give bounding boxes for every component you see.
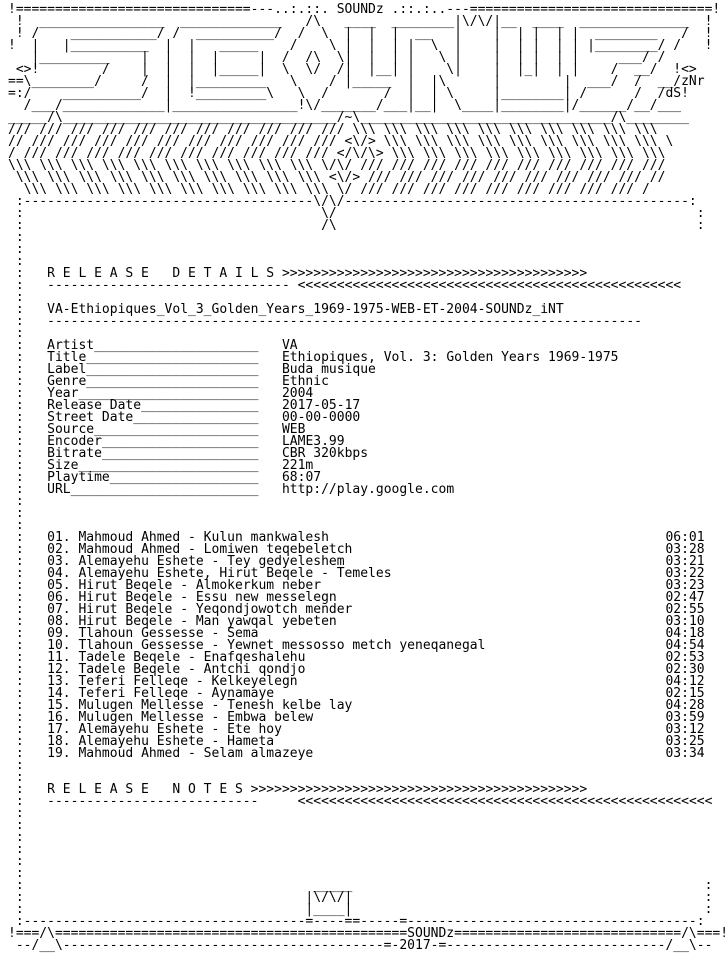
- track-number: 16.: [47, 710, 71, 725]
- info-value: CBR 320kbps: [281, 446, 369, 461]
- info-key: Encoder: [47, 434, 102, 449]
- info-leader: ____________________: [101, 434, 259, 449]
- track-number: 18.: [47, 734, 71, 749]
- track-number: 03.: [47, 554, 71, 569]
- track-time: 03:34: [665, 746, 705, 761]
- track-number: 02.: [47, 542, 71, 557]
- track-time: 04:54: [665, 638, 705, 653]
- header-logo-art-line: /// /// /// /// /// /// /// /// /// /// /// \\\ \\\ \\\ \\\ \\\ \\\ \\\ \\\ \\\ \\\: [8, 122, 658, 137]
- info-value: WEB: [281, 422, 306, 437]
- track-title: Alemayehu Eshete, Hirut Beqele - Temeles: [78, 566, 392, 581]
- info-value: 2017-05-17: [281, 398, 361, 413]
- info-value: 68:07: [281, 470, 322, 485]
- info-key: Release Date: [47, 398, 142, 413]
- heading-underline: -------------------------------: [47, 278, 290, 293]
- track-time: 03:23: [665, 578, 705, 593]
- header-logo-art-line: =:/ __________/ | !_________\ \ / / | | \ |________| / / /dS!: [8, 86, 705, 101]
- track-number: 07.: [47, 602, 71, 617]
- header-logo-art-line: \\\ \\\ \\\ \\\ \\\ \\\ \\\ \\\ \\\ \\\ <\/> /// /// /// /// /// /// /// /// /// //: [8, 170, 674, 185]
- info-key: Source: [47, 422, 95, 437]
- info-leader: ______________________: [86, 350, 259, 365]
- track-time: 02:30: [665, 662, 705, 677]
- track-title: Hirut Beqele - Essu new messelegn: [78, 590, 337, 605]
- info-leader: ________________________: [70, 482, 259, 497]
- track-title: Tlahoun Gessesse - Yewnet messosso metch yeneqanegal: [78, 638, 486, 653]
- header-logo-art-line: ! ________________ _____________ /\ ____ ________|\/\/|__ ____ ______________ !: [8, 14, 713, 29]
- track-time: 02:47: [665, 590, 705, 605]
- info-leader: _______________: [141, 398, 259, 413]
- header-logo-art-line: // /// /// /// /// /// /// /// /// /// /// <\/> \\\ \\\ \\\ \\\ \\\ \\\ \\\ \\\ \\\ \: [8, 134, 674, 149]
- track-title: Mahmoud Ahmed - Kulun mankwalesh: [78, 530, 329, 545]
- track-title: Tadele Beqele - Antchi qondjo: [78, 662, 306, 677]
- info-key: Year: [47, 386, 79, 401]
- info-key: Genre: [47, 374, 87, 389]
- header-logo-art-line: _____/\___________________________________/~\________________________________/\________: [8, 110, 689, 125]
- track-number: 09.: [47, 626, 71, 641]
- track-number: 13.: [47, 674, 71, 689]
- heading-underline: ---------------------------: [47, 794, 259, 809]
- track-number: 14.: [47, 686, 71, 701]
- track-time: 03:12: [665, 722, 705, 737]
- release-details-heading: R E L E A S E D E T A I L S: [47, 266, 275, 281]
- track-time: 03:22: [665, 566, 705, 581]
- info-leader: ___________________: [109, 470, 259, 485]
- track-time: 02:15: [665, 686, 705, 701]
- header-logo-art-line: / /// /// /// /// /// /// /// /// /// /// </\/\> \\\ \\\ \\\ \\\ \\\ \\\ \\\ \\\ \\\: [8, 146, 674, 161]
- info-leader: _______________________: [78, 386, 259, 401]
- info-key: Artist: [47, 338, 95, 353]
- info-key: Playtime: [47, 470, 110, 485]
- track-title: Mahmoud Ahmed - Selam almazeye: [78, 746, 314, 761]
- track-title: Teferi Felleqe - Kelkeyelegn: [78, 674, 298, 689]
- track-time: 03:21: [665, 554, 705, 569]
- track-time: 03:25: [665, 734, 705, 749]
- track-number: 01.: [47, 530, 71, 545]
- info-key: URL: [47, 482, 71, 497]
- track-number: 04.: [47, 566, 71, 581]
- release-name: VA-Ethiopiques_Vol_3_Golden_Years_1969-1975-WEB-ET-2004-SOUNDz_iNT: [47, 302, 564, 317]
- header-logo-art-line: ! | |__________ | | _____ / \ | | | | \ | | | | | | |________/ / !: [8, 38, 713, 53]
- track-number: 12.: [47, 662, 71, 677]
- track-title: Teferi Felleqe - Aynamaye: [78, 686, 275, 701]
- track-time: 04:28: [665, 698, 705, 713]
- release-notes-heading: R E L E A S E N O T E S: [47, 782, 243, 797]
- header-logo-art-line: ! / ___________/ / __________/ / \ | | | __ | | | | | | ________ / !: [8, 26, 713, 41]
- track-time: 02:53: [665, 650, 705, 665]
- track-number: 17.: [47, 722, 71, 737]
- track-time: 06:01: [665, 530, 705, 545]
- track-number: 06.: [47, 590, 71, 605]
- info-leader: ____________________: [101, 446, 259, 461]
- info-key: Size: [47, 458, 79, 473]
- track-number: 08.: [47, 614, 71, 629]
- track-title: Alemayehu Eshete - Hameta: [78, 734, 275, 749]
- arrow-rule: <<<<<<<<<<<<<<<<<<<<<<<<<<<<<<<<<<<<<<<<<<<<<<<<<: [297, 278, 682, 293]
- nfo-document: !==============================---..:.::. SOUNDz .::.:..---===============================! ! ________________ _____________ /\ ____ ________|\/\/|__ ____ ______________ ! ! / ___________/ / __________/ / \ | | | __ | | | | | | ________ / ! ! | |__________ | | _____ / \ | | | | \ | | | | | | |________/ / ! |_________ | | | | | / /\ \| | | | \ | | | | | | ___/ / <>! / | | | |_____| \ \/ /| |__| | \| | |_| | | / __/ !<> ==\________/ / | |_________ \ / |_____ | |\ | | ___/ / __/zNr =:/ __________/ | !_________\ \ / / | | \ |________| / / /dS! /___/_____________|________________!\/_______/___|__| \____|________|/______/__/___ _____/\___________________________________/~\________________________________/\________ /// /// /// /// /// /// /// /// /// /// /// \\\ \\\ \\\ \\\ \\\ \\\ \\\ \\\ \\\ \\\ // /// /// /// /// /// /// /// /// /// /// <\/> \\\ \\\ \\\ \\\ \\\ \\\ \\\ \\\ \\\ \ / /// /// /// /// /// /// /// /// /// /// </\/\> \\\ \\\ \\\ \\\ \\\ \\\ \\\ \\\ \\\ \\\ \\\ \\\ \\\ \\\ \\\ \\\ \\\ \\\ \\\ \/\/ /// /// /// /// /// /// /// /// /// /// \\\ \\\ \\\ \\\ \\\ \\\ \\\ \\\ \\\ \\\ <\/> /// /// /// /// /// /// /// /// /// // \\\ \\\ \\\ \\\ \\\ \\\ \\\ \\\ \\\ \\\ \/ /// /// /// /// /// /// /// /// /// / :-------------------------------------\/\/--------------------------------------------: : \/ : : /\ : : : : : R E L E A S E D E T A I L S >>>>>>>>>>>>>>>>>>>>>>>>>>>>>>>>>>>>>>> : ------------------------------- <<<<<<<<<<<<<<<<<<<<<<<<<<<<<<<<<<<<<<<<<<<<<<<<< : : VA-Ethiopiques_Vol_3_Golden_Years_1969-1975-WEB-ET-2004-SOUNDz_iNT : ---------------------------------------------------------------------------- : : Artist_____________________ VA : Title______________________ Ethiopiques, Vol. 3: Golden Years 1969-1975 : Label______________________ Buda musique : Genre______________________ Ethnic : Year_______________________ 2004 : Release Date_______________ 2017-05-17 : Street Date________________ 00-00-0000 : Source_____________________ WEB : Encoder____________________ LAME3.99 : Bitrate____________________ CBR 320kbps : Size_______________________ 221m : Playtime___________________ 68:07 : URL________________________ http://play.google.com : : : : 01. Mahmoud Ahmed - Kulun mankwalesh 06:01 : 02. Mahmoud Ahmed - Lomiwen teqebeletch 03:28 : 03. Alemayehu Eshete - Tey gedyeleshem 03:21 : 04. Alemayehu Eshete, Hirut Beqele - Temeles 03:22 : 05. Hirut Beqele - Almokerkum neber 03:23 : 06. Hirut Beqele - Essu new messelegn 02:47 : 07. Hirut Beqele - Yeqondjowotch mender 02:55 : 08. Hirut Beqele - Man yawqal yebeten 03:10 : 09. Tlahoun Gessesse - Sema 04:18 : 10. Tlahoun Gessesse - Yewnet messosso metch yeneqanegal 04:54 : 11. Tadele Beqele - Enafqeshalehu 02:53 : 12. Tadele Beqele - Antchi qondjo 02:30 : 13. Teferi Felleqe - Kelkeyelegn 04:12 : 14. Teferi Felleqe - Aynamaye 02:15 : 15. Mulugen Mellesse - Tenesh kelbe lay 04:28 : 16. Mulugen Mellesse - Embwa belew 03:59 : 17. Alemayehu Eshete - Ete hoy 03:12 : 18. Alemayehu Eshete - Hameta 03:25 : 19. Mahmoud Ahmed - Selam almazeye 03:34 : : : R E L E A S E N O T E S >>>>>>>>>>>>>>>>>>>>>>>>>>>>>>>>>>>>>>>>>>> : --------------------------- <<<<<<<<<<<<<<<<<<<<<<<<<<<<<<<<<<<<<<<<<<<<<<<<<<<<< : : : : : : : _____ : : |\/\/| : : |____| : :------------------------------------=----==-----=-------------------------------------: !===/\=============================================SOUNDz=============================/\===! --/__\-----------------------------------------=-2017-=----------------------------/__\--: [8, 2, 728, 953]
- footer-art-line: :------------------------------------=----==-----=-------------------------------------:: [8, 914, 713, 929]
- track-number: 11.: [47, 650, 71, 665]
- header-logo-art-line: : \/ :: [8, 206, 713, 221]
- header-logo-art-line: ==\________/ / | |_________ \ / |_____ | |\ | | ___/ / __/zNr: [8, 74, 705, 89]
- track-title: Mulugen Mellesse - Tenesh kelbe lay: [78, 698, 353, 713]
- footer-art-line: !===/\=============================================SOUNDz=============================/\===!: [8, 926, 728, 941]
- info-value: http://play.google.com: [281, 482, 455, 497]
- track-title: Tadele Beqele - Enafqeshalehu: [78, 650, 306, 665]
- info-leader: _______________________: [78, 458, 259, 473]
- info-key: Label: [47, 362, 87, 377]
- footer-art-line: : _____ :: [8, 878, 721, 893]
- track-number: 19.: [47, 746, 71, 761]
- track-time: 03:28: [665, 542, 705, 557]
- info-value: Ethnic: [281, 374, 329, 389]
- arrow-rule: >>>>>>>>>>>>>>>>>>>>>>>>>>>>>>>>>>>>>>>>>>>: [250, 782, 588, 797]
- track-title: Mulugen Mellesse - Embwa belew: [78, 710, 314, 725]
- arrow-rule: <<<<<<<<<<<<<<<<<<<<<<<<<<<<<<<<<<<<<<<<<<<<<<<<<<<<<: [297, 794, 713, 809]
- info-leader: ________________: [133, 410, 259, 425]
- info-key: Street Date: [47, 410, 134, 425]
- info-value: LAME3.99: [281, 434, 345, 449]
- info-value: VA: [281, 338, 298, 353]
- track-title: Hirut Beqele - Man yawqal yebeten: [78, 614, 337, 629]
- track-number: 10.: [47, 638, 71, 653]
- release-rule: ----------------------------------------------------------------------------: [47, 314, 642, 329]
- header-logo-art-line: \\\ \\\ \\\ \\\ \\\ \\\ \\\ \\\ \\\ \\\ \/\/ /// /// /// /// /// /// /// /// /// ///: [8, 158, 666, 173]
- footer-art-line: : |____| :: [8, 902, 721, 917]
- info-leader: _____________________: [94, 422, 259, 437]
- header-logo-art-line: |_________ | | | | | / /\ \| | | | \ | | | | | | ___/ /: [8, 50, 697, 65]
- header-logo-art-line: !==============================---..:.::. SOUNDz .::.:..---===============================!: [8, 2, 721, 17]
- arrow-rule: >>>>>>>>>>>>>>>>>>>>>>>>>>>>>>>>>>>>>>>: [281, 266, 588, 281]
- track-time: 03:59: [665, 710, 705, 725]
- track-title: Tlahoun Gessesse - Sema: [78, 626, 259, 641]
- footer-art-line: --/__\-----------------------------------------=-2017-=----------------------------/__\--: [8, 938, 721, 953]
- header-logo-art-line: :-------------------------------------\/\/--------------------------------------------:: [8, 194, 705, 209]
- track-time: 04:12: [665, 674, 705, 689]
- info-leader: _____________________: [94, 338, 259, 353]
- track-title: Hirut Beqele - Yeqondjowotch mender: [78, 602, 353, 617]
- header-logo-art-line: <>! / | | | |_____| \ \/ /| |__| | \| | |_| | | / __/ !<>: [8, 62, 705, 77]
- info-value: Buda musique: [281, 362, 376, 377]
- track-time: 03:10: [665, 614, 705, 629]
- info-value: 2004: [281, 386, 314, 401]
- header-logo-art-line: /___/_____________|________________!\/_______/___|__| \____|________|/______/__/___: [8, 98, 705, 113]
- info-value: 221m: [281, 458, 314, 473]
- info-leader: ______________________: [86, 374, 259, 389]
- info-key: Bitrate: [47, 446, 102, 461]
- track-number: 05.: [47, 578, 71, 593]
- track-title: Alemayehu Eshete - Tey gedyeleshem: [78, 554, 345, 569]
- info-value: Ethiopiques, Vol. 3: Golden Years 1969-1975: [281, 350, 619, 365]
- header-logo-art-line: : /\ :: [8, 218, 713, 233]
- info-value: 00-00-0000: [281, 410, 361, 425]
- track-time: 02:55: [665, 602, 705, 617]
- header-logo-art-line: \\\ \\\ \\\ \\\ \\\ \\\ \\\ \\\ \\\ \\\ \/ /// /// /// /// /// /// /// /// /// /: [8, 182, 666, 197]
- footer-art-line: : |\/\/| :: [8, 890, 721, 905]
- info-leader: ______________________: [86, 362, 259, 377]
- track-time: 04:18: [665, 626, 705, 641]
- track-title: Mahmoud Ahmed - Lomiwen teqebeletch: [78, 542, 353, 557]
- track-title: Alemayehu Eshete - Ete hoy: [78, 722, 282, 737]
- track-title: Hirut Beqele - Almokerkum neber: [78, 578, 322, 593]
- track-number: 15.: [47, 698, 71, 713]
- info-key: Title: [47, 350, 87, 365]
